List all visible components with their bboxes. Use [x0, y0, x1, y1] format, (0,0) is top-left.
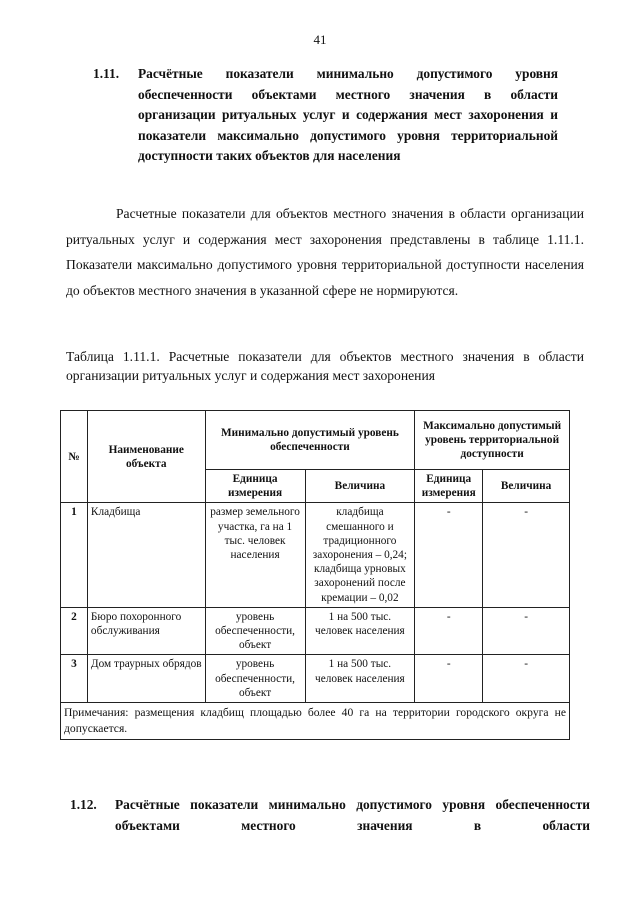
table-header-row [61, 411, 570, 470]
page-number: 41 [313, 32, 327, 47]
section-title: Расчётные показатели минимально допустимого уровня обеспеченности объектами местного значения в области организации ритуальных услуг и содержания мест захоронения и показатели максимально допустимого уровня территориальной доступности таких объектов для населения [138, 66, 558, 163]
row-unit: уровень обеспеченности, объект [205, 607, 305, 655]
body-paragraph: Расчетные показатели для объектов местного значения в области организации ритуальных услуг и содержания мест захоронения представлены в таблице 1.11.1. Показатели максимально допустимого уровня территориальной доступности населения до объектов местного значения в указанной сфере не нормируются. [66, 206, 584, 298]
indicators-table [60, 410, 570, 740]
row-value-2: - [483, 655, 570, 703]
row-unit-2: - [415, 655, 483, 703]
row-value-2: - [483, 503, 570, 607]
header-value-2: Величина [483, 470, 570, 503]
row-value: 1 на 500 тыс. человек населения [305, 655, 415, 703]
table-row [61, 607, 570, 655]
table-note: Примечания: размещения кладбищ площадью более 40 га на территории городского округа не допускается. [61, 703, 570, 740]
row-name: Бюро похоронного обслуживания [87, 607, 205, 655]
header-max-group: Максимально допустимый уровень территориальной доступности [415, 411, 570, 470]
section-number: 1.12. [70, 797, 97, 812]
header-name: Наименование объекта [87, 411, 205, 503]
row-unit: размер земельного участка, га на 1 тыс. человек населения [205, 503, 305, 607]
section-number: 1.11. [93, 66, 120, 81]
row-unit: уровень обеспеченности, объект [205, 655, 305, 703]
row-unit-2: - [415, 503, 483, 607]
header-num: № [61, 411, 88, 503]
table-note-row [61, 703, 570, 740]
section-heading-1-12 [70, 795, 590, 836]
row-name: Кладбища [87, 503, 205, 607]
row-num: 3 [61, 655, 88, 703]
header-unit-2: Единица измерения [415, 470, 483, 503]
row-num: 2 [61, 607, 88, 655]
header-min-group: Минимально допустимый уровень обеспеченности [205, 411, 415, 470]
section-heading-1-11 [93, 64, 558, 167]
table-caption: Таблица 1.11.1. Расчетные показатели для объектов местного значения в области организации ритуальных услуг и содержания мест захоронения [66, 349, 584, 383]
row-value: 1 на 500 тыс. человек населения [305, 607, 415, 655]
row-value-2: - [483, 607, 570, 655]
header-value: Величина [305, 470, 415, 503]
table-row [61, 503, 570, 607]
row-num: 1 [61, 503, 88, 607]
row-value: кладбища смешанного и традиционного захоронения – 0,24; кладбища урновых захоронений после кремации – 0,02 [305, 503, 415, 607]
row-name: Дом траурных обрядов [87, 655, 205, 703]
section-title: Расчётные показатели минимально допустимого уровня обеспеченности объектами местного значения в области [115, 797, 590, 833]
row-unit-2: - [415, 607, 483, 655]
table-row [61, 655, 570, 703]
header-unit: Единица измерения [205, 470, 305, 503]
